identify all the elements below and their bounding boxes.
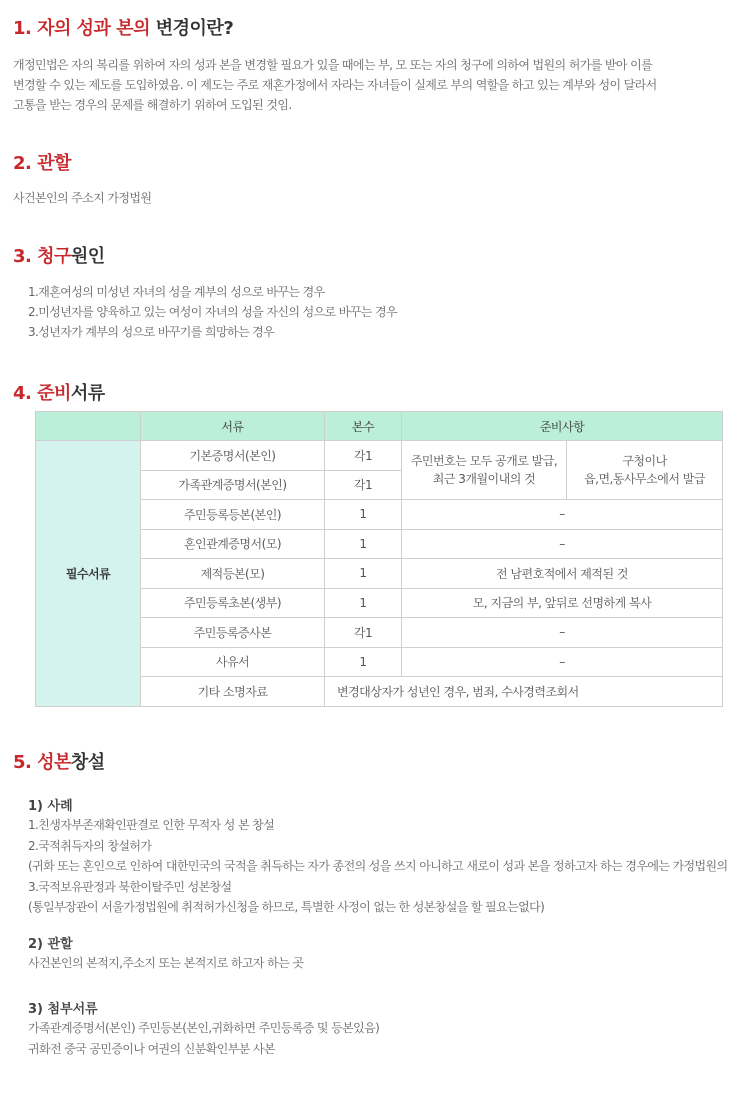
table-cell-note xyxy=(567,441,723,500)
list-item: 2.국적취득자의 창설허가 xyxy=(28,838,152,853)
table-cell-count: 각1 xyxy=(325,618,402,648)
list-item: 3.성년자가 계부의 성으로 바꾸기를 희망하는 경우 xyxy=(28,325,275,339)
section1-line: 고통을 받는 경우의 문제를 해결하기 위하여 도입된 것임. xyxy=(13,98,292,112)
table-cell-note: – xyxy=(402,500,723,530)
table-cell-count: 1 xyxy=(325,588,402,618)
table-header-row xyxy=(36,412,723,441)
sub2-body: 사건본인의 본적지,주소지 또는 본적지로 하고자 하는 곳 xyxy=(28,956,304,970)
sub3-title: 3) 첨부서류 xyxy=(28,1002,98,1017)
sub2-title: 2) 관할 xyxy=(28,937,73,952)
section1-line: 개정민법은 자의 복리를 위하여 자의 성과 본을 변경할 필요가 있을 때에는 부, 모 또는 자의 청구에 의하여 법원의 허가를 받아 이를 xyxy=(13,58,653,72)
note-line: 주민번호는 모두 공개로 발급, xyxy=(410,454,558,468)
list-item: 3.국적보유판정과 북한이탈주민 성본창설 xyxy=(28,879,232,894)
table-cell-note xyxy=(402,441,567,500)
section3-title: 3. 청구원인 xyxy=(13,246,105,267)
note-line: 구청이나 xyxy=(622,454,667,468)
list-item: 1.재혼여성의 미성년 자녀의 성을 계부의 성으로 바꾸는 경우 xyxy=(28,285,325,299)
table-cell-note: 전 남편호적에서 제적된 것 xyxy=(402,559,723,589)
section2-title: 2. 관할 xyxy=(13,153,71,174)
list-item: 1.친생자부존재확인판결로 인한 무적자 성 본 창설 xyxy=(28,818,275,832)
table-cell-count: 각1 xyxy=(325,441,402,471)
table-cell-note: – xyxy=(402,618,723,648)
table-cell-note: 모, 지금의 부, 앞뒤로 선명하게 복사 xyxy=(402,588,723,618)
table-cell-count: 1 xyxy=(325,500,402,530)
table-cell-doc: 사유서 xyxy=(141,647,325,677)
table-cell-doc: 혼인관계증명서(모) xyxy=(141,529,325,559)
table-cell-doc: 주민등록초본(생부) xyxy=(141,588,325,618)
note-line: 읍,면,동사무소에서 발급 xyxy=(584,472,705,486)
section1-title: 1. 자의 성과 본의 변경이란? xyxy=(13,18,234,39)
list-item: (귀화 또는 혼인으로 인하여 대한민국의 국적을 취득하는 자가 종전의 성을 쓰지 아니하고 새로이 성과 본을 정하고자 하는 경우에는 가정법원의 xyxy=(28,859,728,873)
section4-title: 4. 준비서류 xyxy=(13,383,105,404)
section5-title: 5. 성본창설 xyxy=(13,752,105,773)
table-header: 본수 xyxy=(325,412,402,441)
table-cell-doc: 기타 소명자료 xyxy=(141,677,325,707)
table-cell-count: 1 xyxy=(325,559,402,589)
section1-body xyxy=(13,55,657,115)
table-cell-doc: 제적등본(모) xyxy=(141,559,325,589)
table-cell-note: – xyxy=(402,647,723,677)
table-cell-doc: 기본증명서(본인) xyxy=(141,441,325,471)
group-label: 필수서류 xyxy=(36,441,141,707)
table-header xyxy=(36,412,141,441)
list-item: 가족관계증명서(본인) 주민등본(본인,귀화하면 주민등록증 및 등본있음) xyxy=(28,1021,380,1035)
section1-line: 변경할 수 있는 제도를 도입하였음. 이 제도는 주로 재혼가정에서 자라는 자녀들이 실제로 부의 역할을 하고 있는 계부와 성이 달라서 xyxy=(13,78,657,92)
table-cell-note: 변경대상자가 성년인 경우, 범죄, 수사경력조회서 xyxy=(325,677,723,707)
table-header: 서류 xyxy=(141,412,325,441)
table-cell-count: 1 xyxy=(325,529,402,559)
note-line: 최근 3개월이내의 것 xyxy=(432,472,536,486)
table-cell-doc: 주민등록증사본 xyxy=(141,618,325,648)
list-item: (통일부장관이 서울가정법원에 취적허가신청을 하므로, 특별한 사정이 없는 한 성본창설을 할 필요는없다) xyxy=(28,900,545,914)
table-cell-count: 1 xyxy=(325,647,402,677)
section2-body: 사건본인의 주소지 가정법원 xyxy=(13,191,152,205)
sub1-title: 1) 사례 xyxy=(28,799,73,814)
table-cell-doc: 주민등록등본(본인) xyxy=(141,500,325,530)
documents-table xyxy=(35,411,723,707)
table-cell-note: – xyxy=(402,529,723,559)
sub3-body xyxy=(28,1018,750,1059)
table-row xyxy=(36,441,723,471)
sub1-body xyxy=(28,815,750,918)
section3-list xyxy=(28,282,397,342)
table-cell-doc: 가족관계증명서(본인) xyxy=(141,470,325,500)
list-item: 귀화전 중국 공민증이나 여권의 신분확인부분 사본 xyxy=(28,1041,275,1056)
table-cell-count: 각1 xyxy=(325,470,402,500)
list-item: 2.미성년자를 양육하고 있는 여성이 자녀의 성을 자신의 성으로 바꾸는 경우 xyxy=(28,305,397,319)
table-header: 준비사항 xyxy=(402,412,723,441)
